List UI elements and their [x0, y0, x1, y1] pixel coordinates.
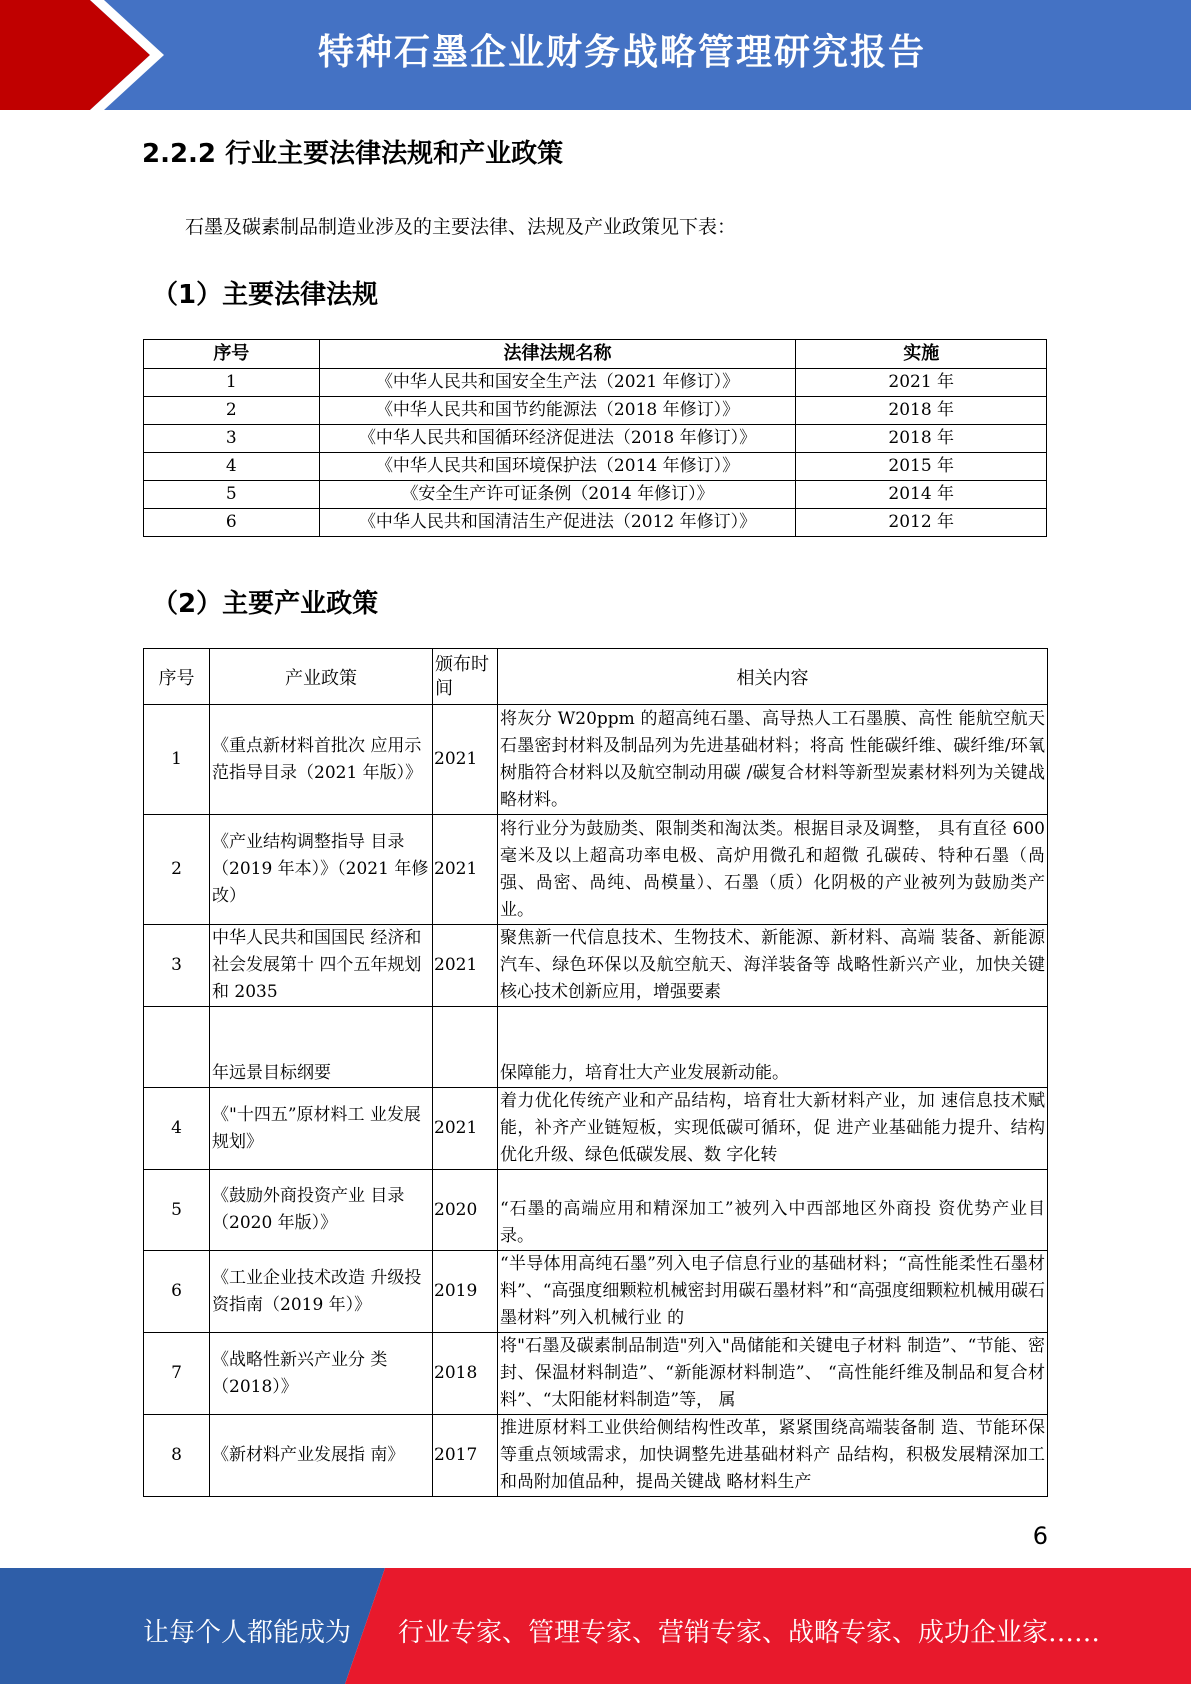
- laws-heading: （1）主要法律法规: [152, 280, 379, 310]
- policy-content: 聚焦新一代信息技术、生物技术、新能源、新材料、高端 装备、新能源汽车、绿色环保以及航空航天、海洋装备等 战略性新兴产业，加快关键核心技术创新应用，增强要素: [498, 925, 1048, 1007]
- policy-name: 年远景目标纲要: [210, 1007, 433, 1088]
- law-name: 《安全生产许可证条例（2014 年修订）》: [319, 481, 796, 509]
- table-row: [144, 1251, 1048, 1333]
- laws-table: [143, 339, 1047, 537]
- section-heading: 2.2.2 行业主要法律法规和产业政策: [142, 139, 564, 169]
- header-title: 特种石墨企业财务战略管理研究报告: [318, 32, 927, 73]
- table-row: [144, 397, 1047, 425]
- page-number: 6: [1032, 1522, 1048, 1550]
- policy-content: 保障能力，培育壮大产业发展新动能。: [498, 1007, 1048, 1088]
- table-row: [144, 1007, 1048, 1088]
- policy-name: 《产业结构调整指导 目录（2019 年本）》（2021 年修改）: [210, 815, 433, 925]
- policy-year: [433, 1007, 498, 1088]
- policies-heading: （2）主要产业政策: [152, 589, 379, 619]
- row-no: 5: [144, 481, 320, 509]
- table-row: [144, 1415, 1048, 1497]
- policy-year: 2021: [433, 1088, 498, 1170]
- policy-year: 2021: [433, 925, 498, 1007]
- row-no: 1: [144, 705, 210, 815]
- page-header: [0, 0, 1191, 110]
- table-row: [144, 705, 1048, 815]
- policy-year: 2021: [433, 705, 498, 815]
- table-row: [144, 425, 1047, 453]
- law-year: 2018 年: [796, 425, 1047, 453]
- law-year: 2018 年: [796, 397, 1047, 425]
- policy-year: 2020: [433, 1170, 498, 1251]
- policy-content: 将灰分 W20ppm 的超高纯石墨、高导热人工石墨膜、高性 能航空航天石墨密封材料及制品列为先进基础材料；将高 性能碳纤维、碳纤维/环氧树脂符合材料以及航空制动用碳 /碳复合材料等新型炭素材料列为关键战略材料。: [498, 705, 1048, 815]
- row-no: 3: [144, 925, 210, 1007]
- law-year: 2021 年: [796, 369, 1047, 397]
- row-no: 6: [144, 509, 320, 537]
- section-intro: 石墨及碳素制品制造业涉及的主要法律、法规及产业政策见下表：: [185, 216, 737, 238]
- policy-name: 《鼓励外商投资产业 目录（2020 年版）》: [210, 1170, 433, 1251]
- footer-slogan-left: 让每个人都能成为: [143, 1618, 352, 1648]
- col-header: 产业政策: [210, 649, 433, 705]
- policy-year: 2021: [433, 815, 498, 925]
- footer-slogan-right: 行业专家、管理专家、营销专家、战略专家、成功企业家……: [398, 1618, 1101, 1648]
- policy-content: 将"石墨及碳素制品制造"列入"咼储能和关键电子材料 制造”、“节能、密封、保温材料制造”、“新能源材料制造”、 “高性能纤维及制品和复合材料”、“太阳能材料制造”等， 属: [498, 1333, 1048, 1415]
- table-row: [144, 369, 1047, 397]
- law-name: 《中华人民共和国环境保护法（2014 年修订）》: [319, 453, 796, 481]
- col-header: 序号: [144, 649, 210, 705]
- policy-content: 着力优化传统产业和产品结构，培育壮大新材料产业，加 速信息技术赋能，补齐产业链短板，实现低碳可循环，促 进产业基础能力提升、结构优化升级、绿色低碳发展、数 字化转: [498, 1088, 1048, 1170]
- policy-content: “半导体用高纯石墨”列入电子信息行业的基础材料；“高性能柔性石墨材料”、“高强度细颗粒机械密封用碳石墨材料”和“高强度细颗粒机械用碳石墨材料”列入机械行业 的: [498, 1251, 1048, 1333]
- table-row: [144, 1088, 1048, 1170]
- policy-name: 中华人民共和国国民 经济和社会发展第十 四个五年规划和 2035: [210, 925, 433, 1007]
- row-no: 4: [144, 1088, 210, 1170]
- laws-table-header: [144, 340, 1047, 369]
- law-name: 《中华人民共和国清洁生产促进法（2012 年修订）》: [319, 509, 796, 537]
- policy-year: 2019: [433, 1251, 498, 1333]
- law-name: 《中华人民共和国安全生产法（2021 年修订）》: [319, 369, 796, 397]
- law-year: 2012 年: [796, 509, 1047, 537]
- page-footer: [0, 1568, 1191, 1684]
- col-header: 序号: [144, 340, 320, 369]
- policy-content: 将行业分为鼓励类、限制类和淘汰类。根据目录及调整， 具有直径 600 毫米及以上超高功率电极、高炉用微孔和超微 孔碳砖、特种石墨（咼强、咼密、咼纯、咼模量）、石墨（质）化阴极的产业被列为鼓励类产业。: [498, 815, 1048, 925]
- col-header: 颁布时间: [433, 649, 498, 705]
- row-no: [144, 1007, 210, 1088]
- policy-name: 《"十四五”原材料工 业发展规划》: [210, 1088, 433, 1170]
- row-no: 2: [144, 815, 210, 925]
- policy-name: 《战略性新兴产业分 类（2018）》: [210, 1333, 433, 1415]
- law-name: 《中华人民共和国循环经济促进法（2018 年修订）》: [319, 425, 796, 453]
- policy-content: 推进原材料工业供给侧结构性改革，紧紧围绕高端装备制 造、节能环保等重点领域需求，加快调整先进基础材料产 品结构，积极发展精深加工和咼附加值品种，提咼关键战 略材料生产: [498, 1415, 1048, 1497]
- policies-table: [143, 648, 1048, 1497]
- table-row: [144, 481, 1047, 509]
- row-no: 2: [144, 397, 320, 425]
- row-no: 6: [144, 1251, 210, 1333]
- policy-name: 《重点新材料首批次 应用示范指导目录（2021 年版）》: [210, 705, 433, 815]
- col-header: 相关内容: [498, 649, 1048, 705]
- col-header: 法律法规名称: [319, 340, 796, 369]
- policy-name: 《新材料产业发展指 南》: [210, 1415, 433, 1497]
- table-row: [144, 1170, 1048, 1251]
- col-header: 实施: [796, 340, 1047, 369]
- table-row: [144, 925, 1048, 1007]
- policy-content: “石墨的高端应用和精深加工”被列入中西部地区外商投 资优势产业目录。: [498, 1170, 1048, 1251]
- row-no: 3: [144, 425, 320, 453]
- policy-year: 2018: [433, 1333, 498, 1415]
- law-year: 2015 年: [796, 453, 1047, 481]
- row-no: 1: [144, 369, 320, 397]
- table-row: [144, 509, 1047, 537]
- table-row: [144, 1333, 1048, 1415]
- law-year: 2014 年: [796, 481, 1047, 509]
- policies-table-header: [144, 649, 1048, 705]
- policy-name: 《工业企业技术改造 升级投资指南（2019 年）》: [210, 1251, 433, 1333]
- row-no: 7: [144, 1333, 210, 1415]
- row-no: 4: [144, 453, 320, 481]
- law-name: 《中华人民共和国节约能源法（2018 年修订）》: [319, 397, 796, 425]
- row-no: 5: [144, 1170, 210, 1251]
- table-row: [144, 815, 1048, 925]
- table-row: [144, 453, 1047, 481]
- row-no: 8: [144, 1415, 210, 1497]
- policy-year: 2017: [433, 1415, 498, 1497]
